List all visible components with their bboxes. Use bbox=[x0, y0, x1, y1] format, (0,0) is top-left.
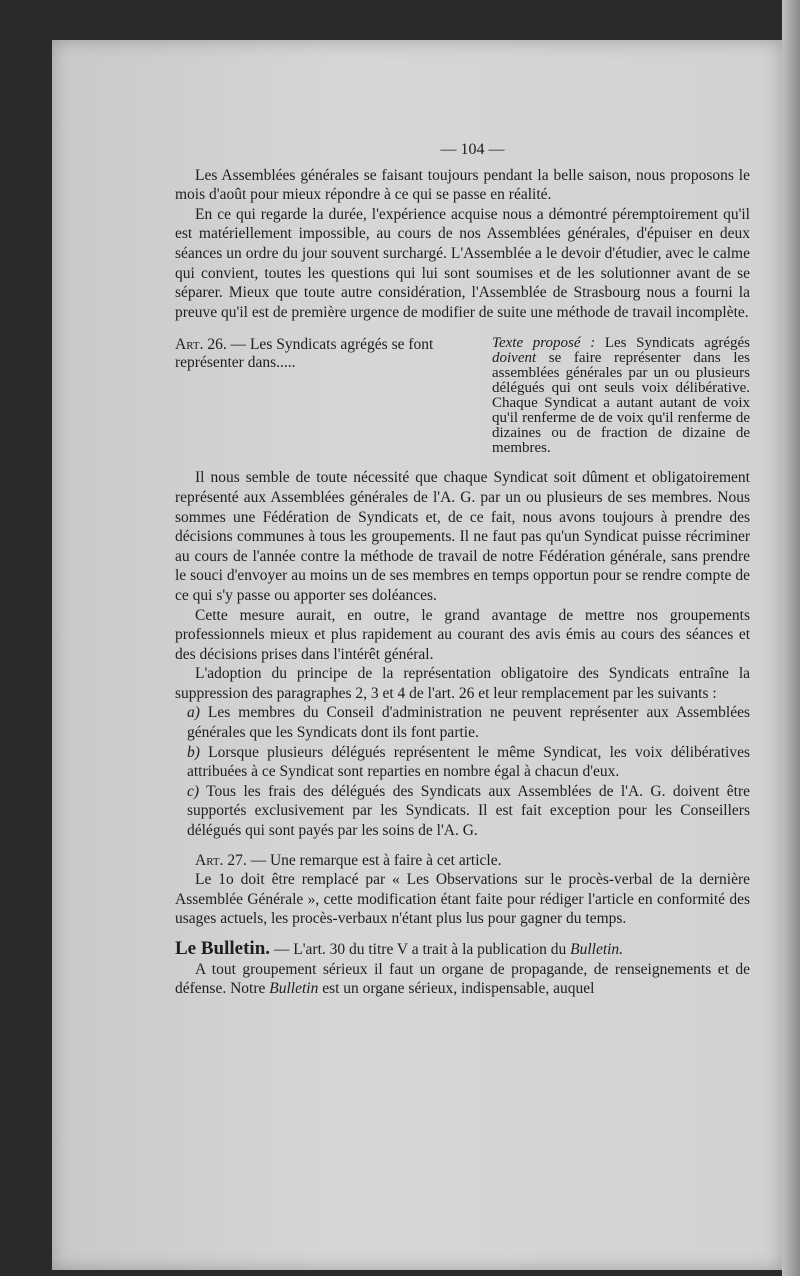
item-c bbox=[175, 782, 750, 841]
paragraph-1: Les Assemblées générales se faisant toujours pendant la belle saison, nous proposons le mois d'août pour mieux répondre à ce qui se passe en réalité. bbox=[175, 166, 750, 204]
item-b-letter: b) bbox=[187, 743, 200, 761]
paragraph-5: L'adoption du principe de la représentation obligatoire des Syndicats entraîne la suppression des paragraphes 2, 3 et 4 de l'art. 26 et leur remplacement par les suivants : bbox=[175, 665, 750, 702]
paragraph-2: En ce qui regarde la durée, l'expérience acquise nous a démontré péremptoirement qu'il est matériellement impossible, au cours de nos Assemblées générales, d'épuiser en deux séances un ordre du jour souvent surchargé. L'Assemblée a le devoir d'étudier, avec le calme qui convient, toutes les questions qui lui sont soumises et de les solutionner avant de se séparer. Mieux que toute autre considération, l'Assemblée de Strasbourg nous a fourni la preuve qu'il est de première urgence de modifier de suite une méthode de travail incomplète. bbox=[175, 205, 750, 321]
item-a bbox=[175, 703, 750, 742]
proposed-text-italic: doivent bbox=[492, 350, 537, 367]
paragraph-7-b: est un organe sérieux, indispensable, auquel bbox=[318, 980, 595, 998]
bulletin-italic: Bulletin. bbox=[570, 941, 624, 958]
item-c-text: Tous les frais des délégués des Syndicats aux Assemblées de l'A. G. doivent être supportés exclusivement par les Syndicats. Il est fait exception pour les Conseillers délégués qui sont payés par les soins de l'A. G. bbox=[187, 782, 750, 840]
paragraph-7-italic: Bulletin bbox=[269, 980, 319, 998]
item-b-text: Lorsque plusieurs délégués représentent le même Syndicat, les voix délibératives attribuées à ce Syndicat sont reparties en nombre égal à chacun d'eux. bbox=[187, 743, 750, 781]
article-27-label: Art. 27. bbox=[195, 851, 247, 869]
bulletin-intro: — L'art. 30 du titre V a trait à la publication du bbox=[270, 941, 571, 958]
paragraph-7 bbox=[175, 960, 750, 999]
article-26-label: Art. 26. bbox=[175, 336, 227, 354]
proposed-text-2: se faire représenter dans les assemblées générales par un ou plusieurs délégués qui ont seuls voix délibérative. Chaque Syndicat a autant autant de voix qu'il renferme de de voix qu'il renferme de dizaines ou de fraction de dizaine de membres. bbox=[492, 350, 750, 457]
article-26-current bbox=[175, 336, 443, 456]
page-number: — 104 — bbox=[440, 141, 505, 158]
item-a-letter: a) bbox=[187, 704, 200, 722]
article-26-columns bbox=[175, 336, 750, 456]
item-a-text: Les membres du Conseil d'administration ne peuvent représenter aux Assemblées générales que les Syndicats dont ils font partie. bbox=[187, 704, 750, 742]
paragraph-3: Il nous semble de toute nécessité que chaque Syndicat soit dûment et obligatoirement représenté aux Assemblées générales de l'A. G. par un ou plusieurs de ses membres. Nous sommes une Fédération de Syndicats et, de ce fait, nous avons toujours à prendre des décisions communes à tous les groupements. Il ne faut pas qu'un Syndicat puisse récriminer au cours de l'année contre la méthode de travail de notre Fédération générale, sans prendre le souci d'envoyer au moins un de ses membres en temps opportun pour se rendre compte de ce qui s'y passe ou apporter ses doléances. bbox=[175, 469, 750, 604]
bulletin-heading: Le Bulletin. bbox=[175, 938, 271, 959]
article-27-text: — Une remarque est à faire à cet article. bbox=[246, 851, 502, 869]
item-b bbox=[175, 743, 750, 782]
proposed-text-label: Texte proposé : bbox=[492, 335, 596, 352]
proposed-text-1: Les Syndicats agrégés bbox=[595, 335, 750, 352]
paragraph-6: Le 1o doit être remplacé par « Les Observations sur le procès-verbal de la dernière Assemblée Générale », cette modification étant faite pour rédiger l'article en conformité des usages actuels, les procès-verbaux n'étant plus lus pour gagner du temps. bbox=[175, 871, 750, 928]
article-27 bbox=[175, 851, 750, 871]
article-26-proposed bbox=[492, 336, 750, 456]
paragraph-7-a: A tout groupement sérieux il faut un organe de propagande, de renseignements et de défense. Notre bbox=[175, 960, 750, 998]
page-text bbox=[175, 140, 750, 999]
item-c-letter: c) bbox=[187, 782, 200, 800]
article-26-current-text: — Les Syndicats agrégés se font représenter dans..... bbox=[175, 336, 434, 372]
bulletin-section bbox=[175, 939, 750, 960]
book-spine bbox=[782, 0, 800, 1276]
paragraph-4: Cette mesure aurait, en outre, le grand avantage de mettre nos groupements professionnels mieux et plus rapidement au courant des avis émis au cours des séances et des décisions prises dans l'intérêt général. bbox=[175, 606, 750, 663]
